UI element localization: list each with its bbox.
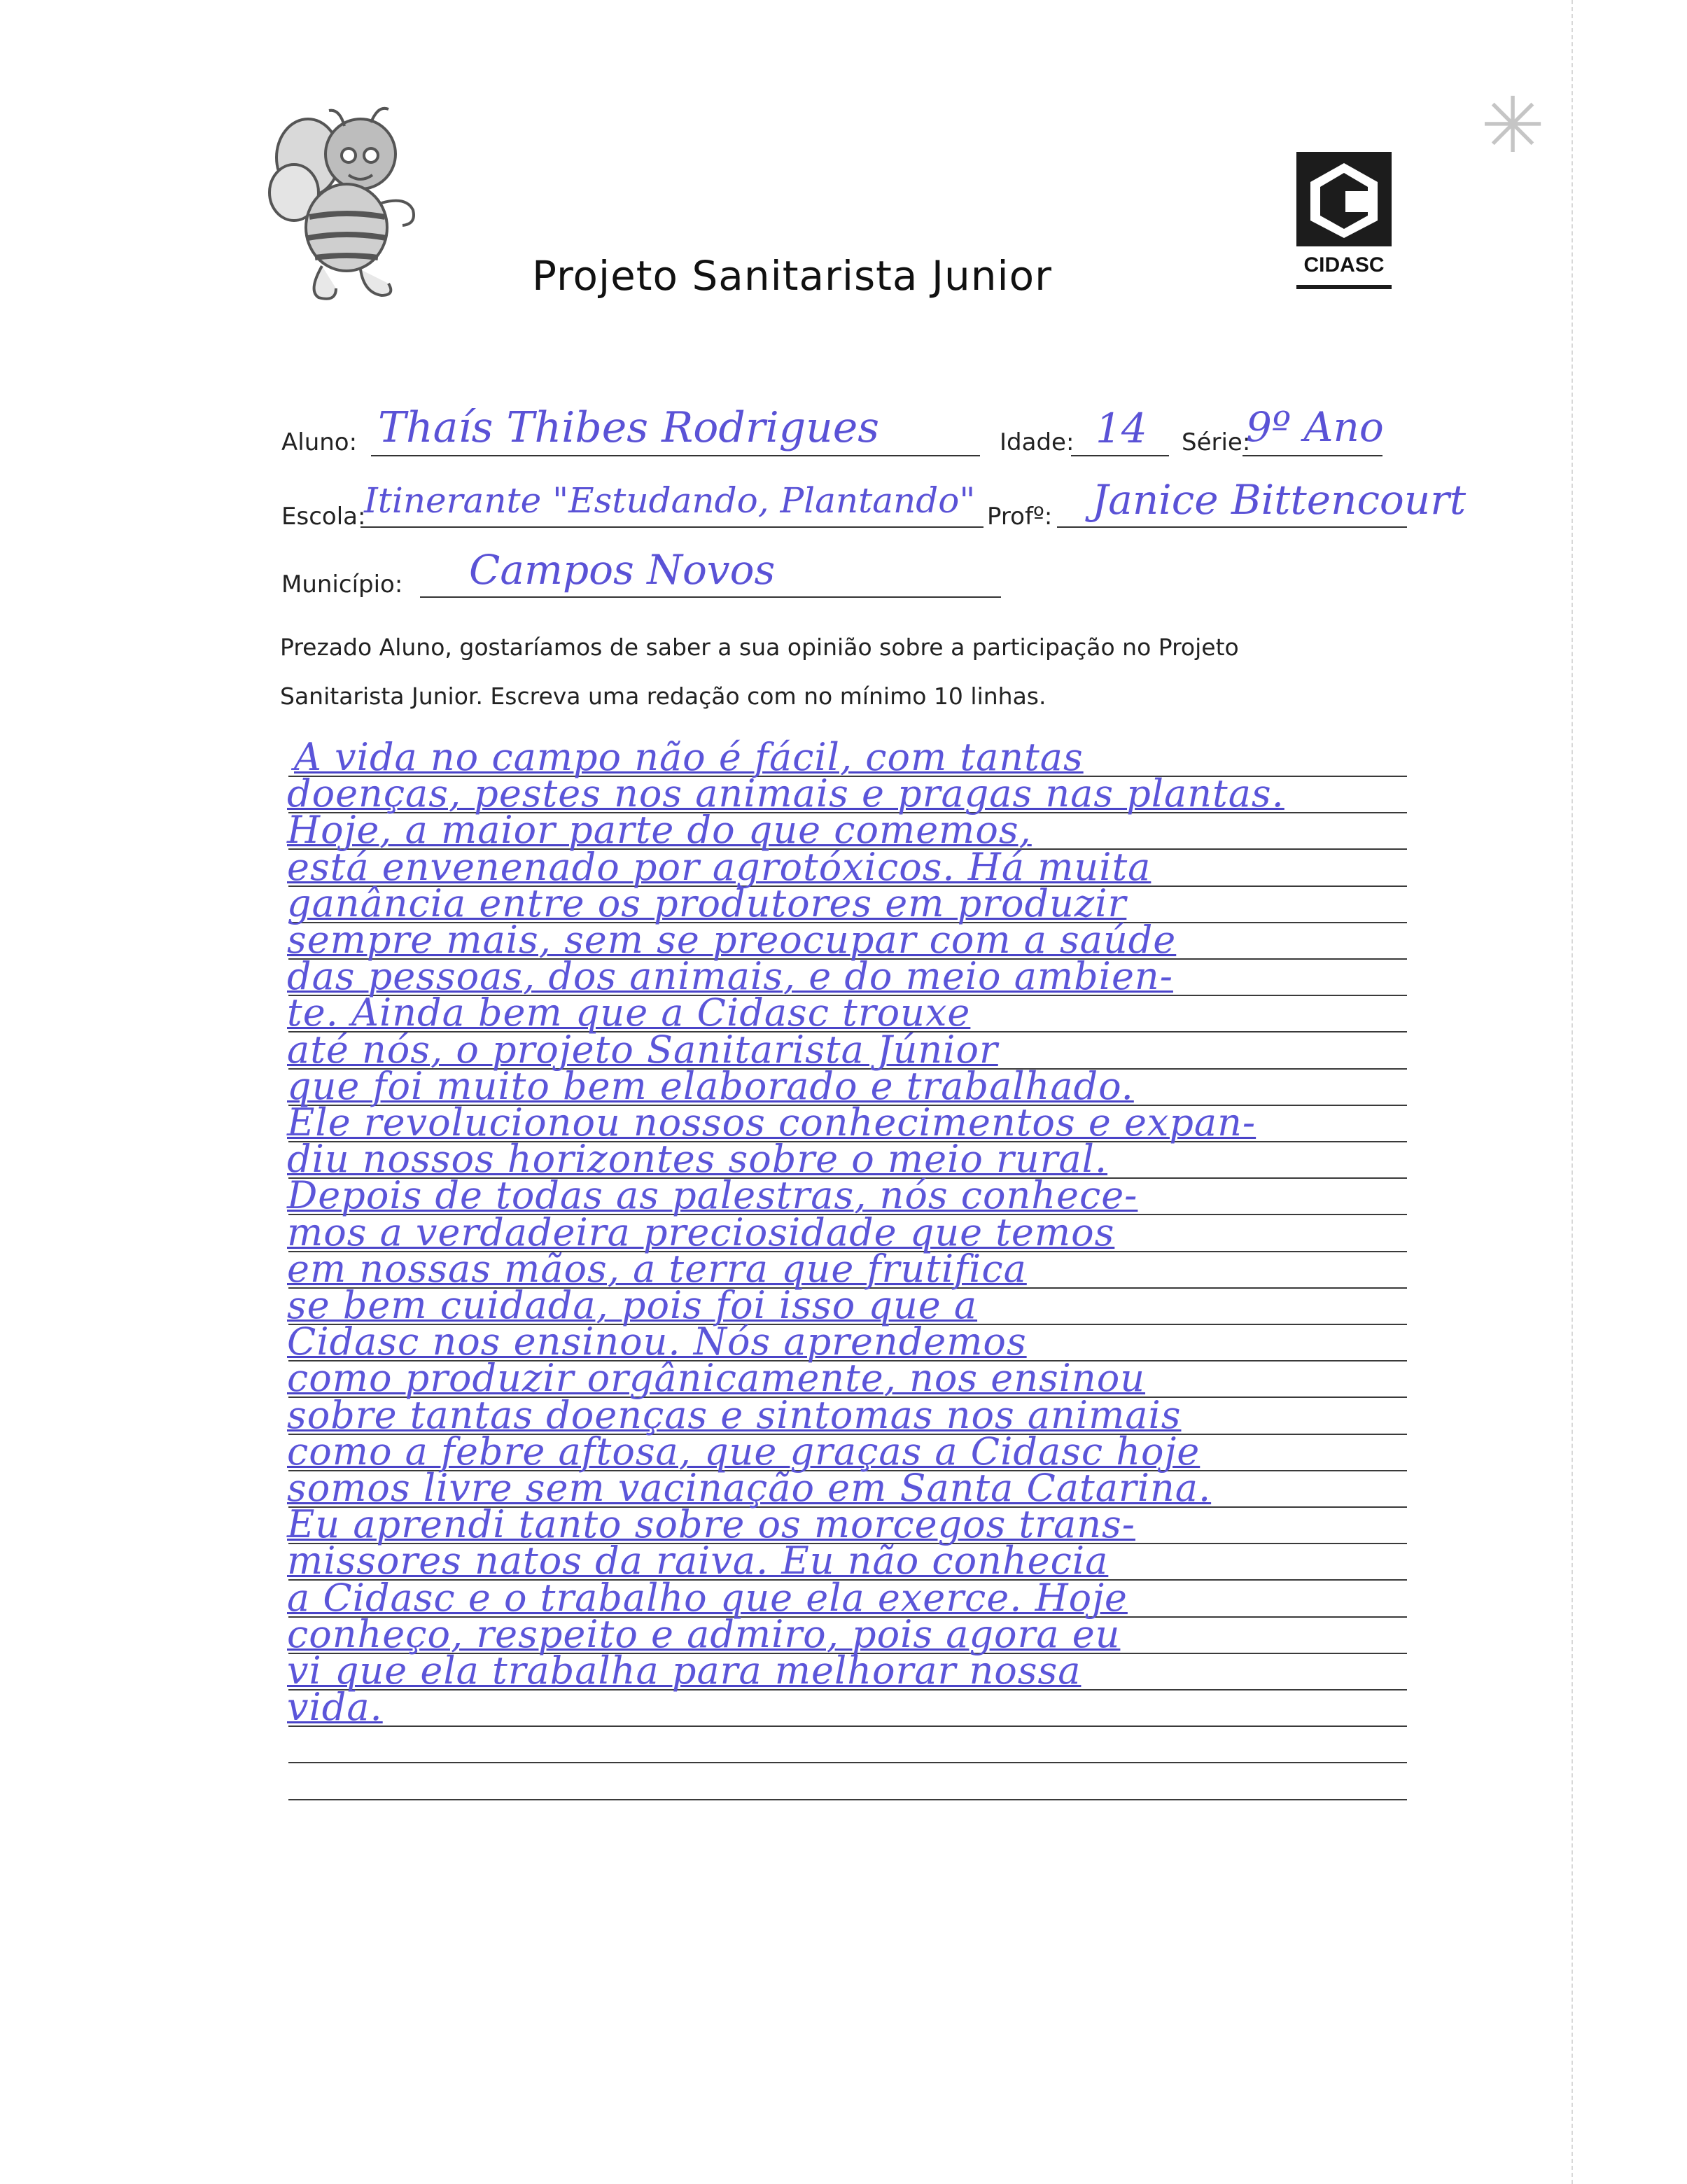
essay-line: Cidasc nos ensinou. Nós aprendemos — [287, 1320, 1027, 1364]
ruled-line — [288, 1799, 1407, 1800]
ruled-line — [288, 1726, 1407, 1727]
asterisk-mark-icon: ✳ — [1480, 80, 1546, 170]
aluno-underline — [371, 455, 980, 456]
essay-line: que foi muito bem elaborado e trabalhado. — [287, 1064, 1134, 1108]
essay-line: se bem cuidada, pois foi isso que a — [287, 1283, 978, 1327]
bee-mascot-icon — [266, 105, 434, 308]
municipio-field[interactable]: Campos Novos — [469, 546, 776, 594]
intro-line-2: Sanitarista Junior. Escreva uma redação com no mínimo 10 linhas. — [280, 682, 1046, 710]
essay-line: A vida no campo não é fácil, com tantas — [294, 735, 1084, 779]
essay-line: está envenenado por agrotóxicos. Há muita — [287, 845, 1152, 889]
essay-line: como a febre aftosa, que graças a Cidasc hoje — [287, 1429, 1200, 1474]
aluno-label: Aluno: — [281, 428, 358, 456]
aluno-field[interactable]: Thaís Thibes Rodrigues — [378, 403, 880, 452]
essay-line: das pessoas, dos animais, e do meio ambien- — [287, 954, 1173, 998]
essay-line: vida. — [287, 1685, 383, 1729]
cidasc-logo-text: CIDASC — [1303, 253, 1385, 276]
escola-underline — [360, 526, 983, 528]
essay-line: Ele revolucionou nossos conhecimentos e expan- — [287, 1100, 1256, 1144]
essay-line: conheço, respeito e admiro, pois agora eu — [287, 1612, 1121, 1656]
escola-label: Escola: — [281, 503, 366, 531]
essay-line: missores natos da raiva. Eu não conhecia — [287, 1539, 1109, 1583]
idade-underline — [1071, 455, 1169, 456]
essay-line: diu nossos horizontes sobre o meio rural. — [287, 1137, 1108, 1181]
page-fold-line — [1572, 0, 1573, 2184]
essay-line: mos a verdadeira preciosidade que temos — [287, 1210, 1115, 1254]
escola-field[interactable]: Itinerante "Estudando, Plantando" — [364, 480, 976, 521]
idade-field[interactable]: 14 — [1096, 405, 1147, 452]
essay-line: Hoje, a maior parte do que comemos, — [287, 808, 1032, 852]
essay-line: até nós, o projeto Sanitarista Júnior — [287, 1028, 998, 1072]
essay-line: doenças, pestes nos animais e pragas nas plantas. — [287, 771, 1284, 816]
essay-line: Eu aprendi tanto sobre os morcegos trans- — [287, 1502, 1135, 1546]
prof-label: Profº: — [987, 503, 1053, 531]
ruled-line — [288, 1762, 1407, 1763]
municipio-label: Município: — [281, 570, 403, 598]
essay-line: sobre tantas doenças e sintomas nos animais — [287, 1393, 1182, 1437]
municipio-underline — [420, 596, 1001, 598]
essay-line: te. Ainda bem que a Cidasc trouxe — [287, 990, 971, 1035]
serie-field[interactable]: 9º Ano — [1246, 403, 1384, 451]
essay-line: como produzir orgânicamente, nos ensinou — [287, 1356, 1146, 1400]
intro-line-1: Prezado Aluno, gostaríamos de saber a sua opinião sobre a participação no Projeto — [280, 634, 1239, 661]
essay-line: Depois de todas as palestras, nós conhece- — [287, 1173, 1138, 1217]
serie-label: Série: — [1182, 428, 1251, 456]
serie-underline — [1242, 455, 1382, 456]
essay-line: somos livre sem vacinação em Santa Catarina. — [287, 1466, 1212, 1510]
essay-line: vi que ela trabalha para melhorar nossa — [287, 1648, 1082, 1693]
prof-field[interactable]: Janice Bittencourt — [1092, 476, 1466, 524]
essay-line: em nossas mãos, a terra que frutifica — [287, 1247, 1027, 1291]
essay-line: a Cidasc e o trabalho que ela exerce. Hoje — [287, 1576, 1128, 1620]
page-title: Projeto Sanitarista Junior — [532, 252, 1052, 300]
essay-line: sempre mais, sem se preocupar com a saúde — [287, 918, 1177, 962]
idade-label: Idade: — [1000, 428, 1074, 456]
prof-underline — [1057, 526, 1407, 528]
essay-line: ganância entre os produtores em produzir — [287, 881, 1127, 925]
